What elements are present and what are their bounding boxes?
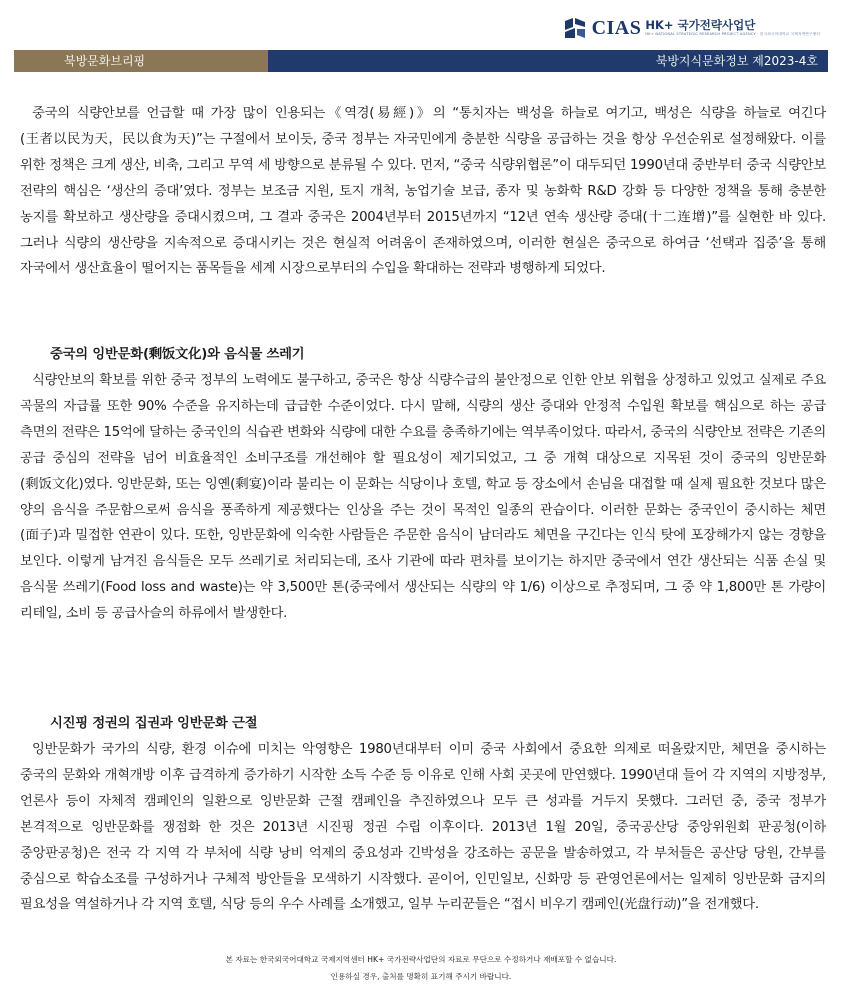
- issue-label: 북방지식문화정보 제2023-4호: [268, 50, 828, 72]
- logo-title: HK+ 국가전략사업단: [645, 18, 756, 32]
- footer-notice: 본 자료는 한국외국어대학교 국제지역센터 HK+ 국가전략사업단의 자료로 무단으로 수정하거나 재배포할 수 없습니다.: [225, 955, 617, 964]
- section1-heading: 중국의 잉반문화(剩饭文化)와 음식물 쓰레기: [50, 347, 305, 362]
- intro-block: [20, 101, 826, 282]
- intro-paragraph: 중국의 식량안보를 언급할 때 가장 많이 인용되는《역경(易經)》의 “통치자는 백성을 하늘로 여기고, 백성은 식량을 하늘로 여긴다(王者以民为天，民以食为天)”는 구절에서 보이듯, 중국 정부는 자국민에게 충분한 식량을 공급하는 것을 항상 우선순위로 설정해왔다. 이를 위한 정책은 크게 생산, 비축, 그리고 무역 세 방향으로 분류될 수 있다. 먼저, “중국 식량위협론”이 대두되던 1990년대 중반부터 중국 식량안보 전략의 핵심은 ‘생산의 증대’였다. 정부는 보조금 지원, 토지 개척, 농업기술 보급, 종자 및 농화학 R&D 강화 등 다양한 정책을 통해 충분한 농지를 확보하고 생산량을 증대시켰으며, 그 결과 중국은 2004년부터 2015년까지 “12년 연속 생산량 증대(十二连增)”를 실현한 바 있다. 그러나 식량의 생산량을 지속적으로 증대시키는 것은 현실적 어려움이 존재하였으며, 이러한 현실은 중국으로 하여금 ‘선택과 집중’을 통해 자국에서 생산효율이 떨어지는 품목들을 세계 시장으로부터의 수입을 확대하는 전략과 병행하게 되었다.: [20, 106, 826, 277]
- section-label: 북방문화브리핑: [14, 50, 268, 72]
- section2-paragraph: 잉반문화가 국가의 식량, 환경 이슈에 미치는 악영향은 1980년대부터 이미 중국 사회에서 중요한 의제로 떠올랐지만, 체면을 중시하는 중국의 문화와 개혁개방 이후 급격하게 증가하기 시작한 소득 수준 등 이유로 인해 사회 곳곳에 만연했다. 1990년대 들어 각 지역의 지방정부, 언론사 등이 자체적 캠페인의 일환으로 잉반문화 근절 캠페인을 추진하였으나 모두 큰 성과를 거두지 못했다. 그러던 중, 중국 정부가 본격적으로 잉반문화를 쟁점화 한 것은 2013년 시진핑 정권 수립 이후이다. 2013년 1월 20일, 중국공산당 중앙위원회 판공청(이하 중앙판공청)은 전국 각 지역 각 부처에 식량 낭비 억제의 중요성과 긴박성을 강조하는 공문을 발송하였고, 각 부처들은 공산당 당원, 간부를 중심으로 학습소조를 구성하거나 구체적 방안들을 모색하기 시작했다. 곧이어, 인민일보, 신화망 등 관영언론에서는 일제히 잉반문화 금지의 필요성을 역설하거나 각 지역 호텔, 식당 등의 우수 사례를 소개했고, 일부 누리꾼들은 “접시 비우기 캠페인(光盘行动)”을 전개했다.: [20, 742, 826, 913]
- section1-paragraph: 식량안보의 확보를 위한 중국 정부의 노력에도 불구하고, 중국은 항상 식량수급의 불안정으로 인한 안보 위협을 상정하고 있었고 실제로 주요 곡물의 자급률 또한 90% 수준을 유지하는데 급급한 수준이었다. 다시 말해, 식량의 생산 증대와 안정적 수입원 확보를 핵심으로 하는 공급 측면의 전략은 15억에 달하는 중국인의 식습관 변화와 식량에 대한 수요를 충족하기에는 역부족이었다. 따라서, 중국의 식량안보 전략은 기존의 공급 중심의 전략을 넘어 비효율적인 소비구조를 개선해야 할 필요성이 제기되었고, 그 중 개혁 대상으로 지목된 것이 중국의 잉반문화(剩饭文化)였다. 잉반문화, 또는 잉옌(剩宴)이라 불리는 이 문화는 식당이나 호텔, 학교 등 장소에서 손님을 대접할 때 실제 필요한 것보다 많은 양의 음식을 주문함으로써 음식을 풍족하게 제공했다는 인상을 주는 것이 목적인 일종의 관습이다. 이러한 문화는 중국인이 중시하는 체면(面子)과 밀접한 연관이 있다. 또한, 잉반문화에 익숙한 사람들은 주문한 음식이 남더라도 체면을 구긴다는 인식 탓에 포장해가지 않는 경향을 보인다. 이렇게 남겨진 음식들은 모두 쓰레기로 처리되는데, 조사 기관에 따라 편차를 보이기는 하지만 중국에서 연간 생산되는 식품 손실 및 음식물 쓰레기(Food loss and waste)는 약 3,500만 톤(중국에서 생산되는 식량의 약 1/6) 이상으로 추정되며, 그 중 약 1,800만 톤 가량이 리테일, 소비 등 공급사슬의 하류에서 발생한다.: [20, 373, 826, 622]
- cias-emblem-icon: [562, 15, 588, 41]
- footer: [0, 951, 842, 985]
- logo-brand: CIAS: [591, 16, 642, 39]
- section1-block: [20, 342, 826, 627]
- header-bar: [14, 50, 828, 72]
- footer-citation: 인용하실 경우, 출처를 명확히 표기해 주시기 바랍니다.: [330, 972, 512, 981]
- logo-subtitle: HK+ NATIONAL STRATEGIC RESEARCH PROJECT AGENCY · 한국외국어대학교 국제지역연구센터: [645, 32, 820, 36]
- section2-block: [20, 711, 826, 918]
- section2-heading: 시진핑 정권의 집권과 잉반문화 근절: [50, 716, 258, 731]
- cias-logo: [562, 12, 820, 44]
